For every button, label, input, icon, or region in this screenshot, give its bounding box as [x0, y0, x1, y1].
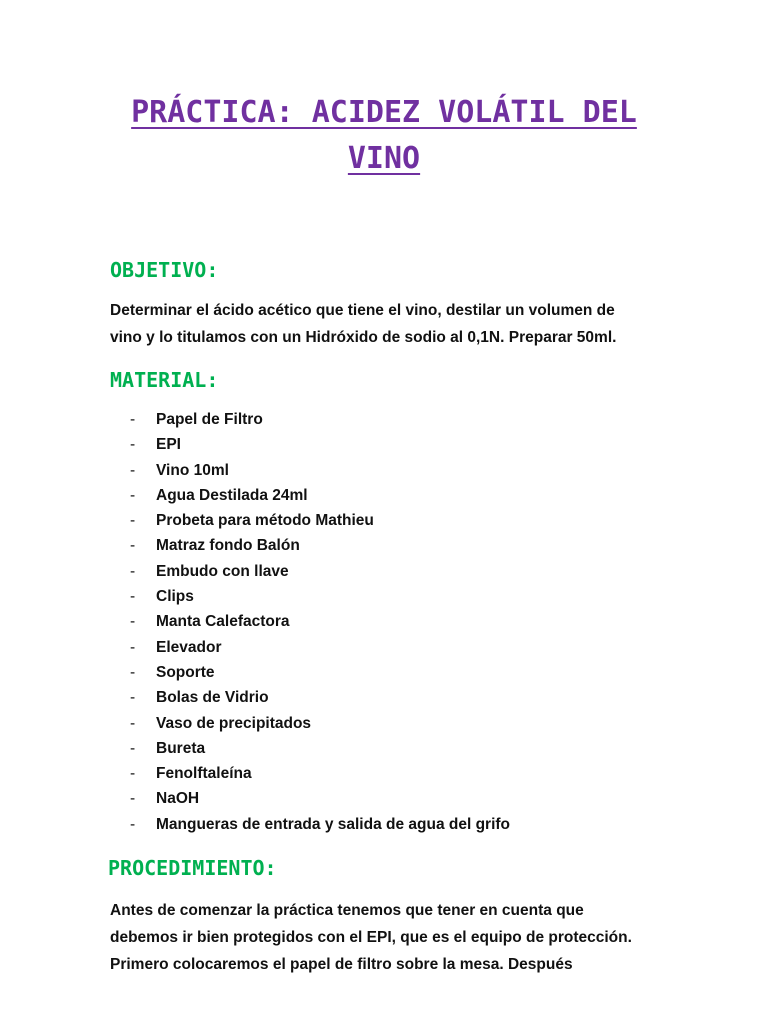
material-item-label: Agua Destilada 24ml — [156, 486, 308, 504]
material-item — [130, 584, 510, 609]
procedimiento-line: Primero colocaremos el papel de filtro sobre la mesa. Después — [110, 956, 573, 973]
list-bullet: - — [130, 714, 136, 732]
material-item — [130, 761, 510, 786]
material-item — [130, 432, 510, 457]
material-item — [130, 711, 510, 736]
material-item-label: Embudo con llave — [156, 562, 289, 580]
material-item — [130, 559, 510, 584]
material-list — [130, 407, 510, 837]
material-item — [130, 609, 510, 634]
procedimiento-line: Antes de comenzar la práctica tenemos que tener en cuenta que — [110, 902, 584, 919]
material-item-label: Bureta — [156, 739, 206, 757]
objetivo-paragraph — [110, 297, 670, 351]
material-item — [130, 508, 510, 533]
list-bullet: - — [130, 815, 136, 833]
material-item — [130, 736, 510, 761]
list-bullet: - — [130, 739, 136, 757]
list-bullet: - — [130, 562, 136, 580]
material-item-label: Soporte — [156, 663, 215, 681]
list-bullet: - — [130, 790, 136, 808]
material-item-label: Manta Calefactora — [156, 613, 290, 631]
material-item — [130, 458, 510, 483]
material-item — [130, 483, 510, 508]
material-item-label: Mangueras de entrada y salida de agua del grifo — [156, 815, 511, 833]
material-item-label: Bolas de Vidrio — [156, 689, 269, 707]
list-bullet: - — [130, 613, 136, 631]
list-bullet: - — [130, 765, 136, 783]
material-item-label: Fenolftaleína — [156, 765, 252, 783]
procedimiento-paragraph — [110, 897, 670, 978]
list-bullet: - — [130, 411, 136, 428]
objetivo-line: vino y lo titulamos con un Hidróxido de sodio al 0,1N. Preparar 50ml. — [110, 329, 617, 346]
list-bullet: - — [130, 512, 136, 530]
material-item — [130, 660, 510, 685]
objetivo-heading: OBJETIVO: — [110, 258, 219, 282]
document-title-line-2: VINO — [347, 141, 421, 176]
material-item-label: Probeta para método Mathieu — [156, 512, 374, 530]
list-bullet: - — [130, 663, 136, 681]
material-item-label: Papel de Filtro — [156, 411, 263, 428]
material-item-label: Elevador — [156, 638, 222, 656]
material-item — [130, 635, 510, 660]
objetivo-line: Determinar el ácido acético que tiene el vino, destilar un volumen de — [110, 302, 615, 319]
material-item-label: Vino 10ml — [156, 461, 229, 479]
material-item-label: NaOH — [156, 790, 200, 808]
material-heading: MATERIAL: — [110, 368, 219, 392]
material-item — [130, 685, 510, 710]
material-item — [130, 533, 510, 558]
material-item-label: EPI — [156, 436, 181, 454]
document-title-line-1: PRÁCTICA: ACIDEZ VOLÁTIL DEL — [131, 95, 637, 130]
material-item — [130, 812, 510, 837]
list-bullet: - — [130, 486, 136, 504]
material-item-label: Clips — [156, 588, 194, 606]
material-item — [130, 786, 510, 811]
list-bullet: - — [130, 689, 136, 707]
procedimiento-line: debemos ir bien protegidos con el EPI, que es el equipo de protección. — [110, 929, 632, 946]
list-bullet: - — [130, 537, 136, 555]
list-bullet: - — [130, 461, 136, 479]
material-item — [130, 407, 510, 432]
procedimiento-heading: PROCEDIMIENTO: — [108, 856, 277, 880]
list-bullet: - — [130, 638, 136, 656]
material-item-label: Matraz fondo Balón — [156, 537, 300, 555]
material-item-label: Vaso de precipitados — [156, 714, 312, 732]
list-bullet: - — [130, 588, 136, 606]
list-bullet: - — [130, 436, 136, 454]
